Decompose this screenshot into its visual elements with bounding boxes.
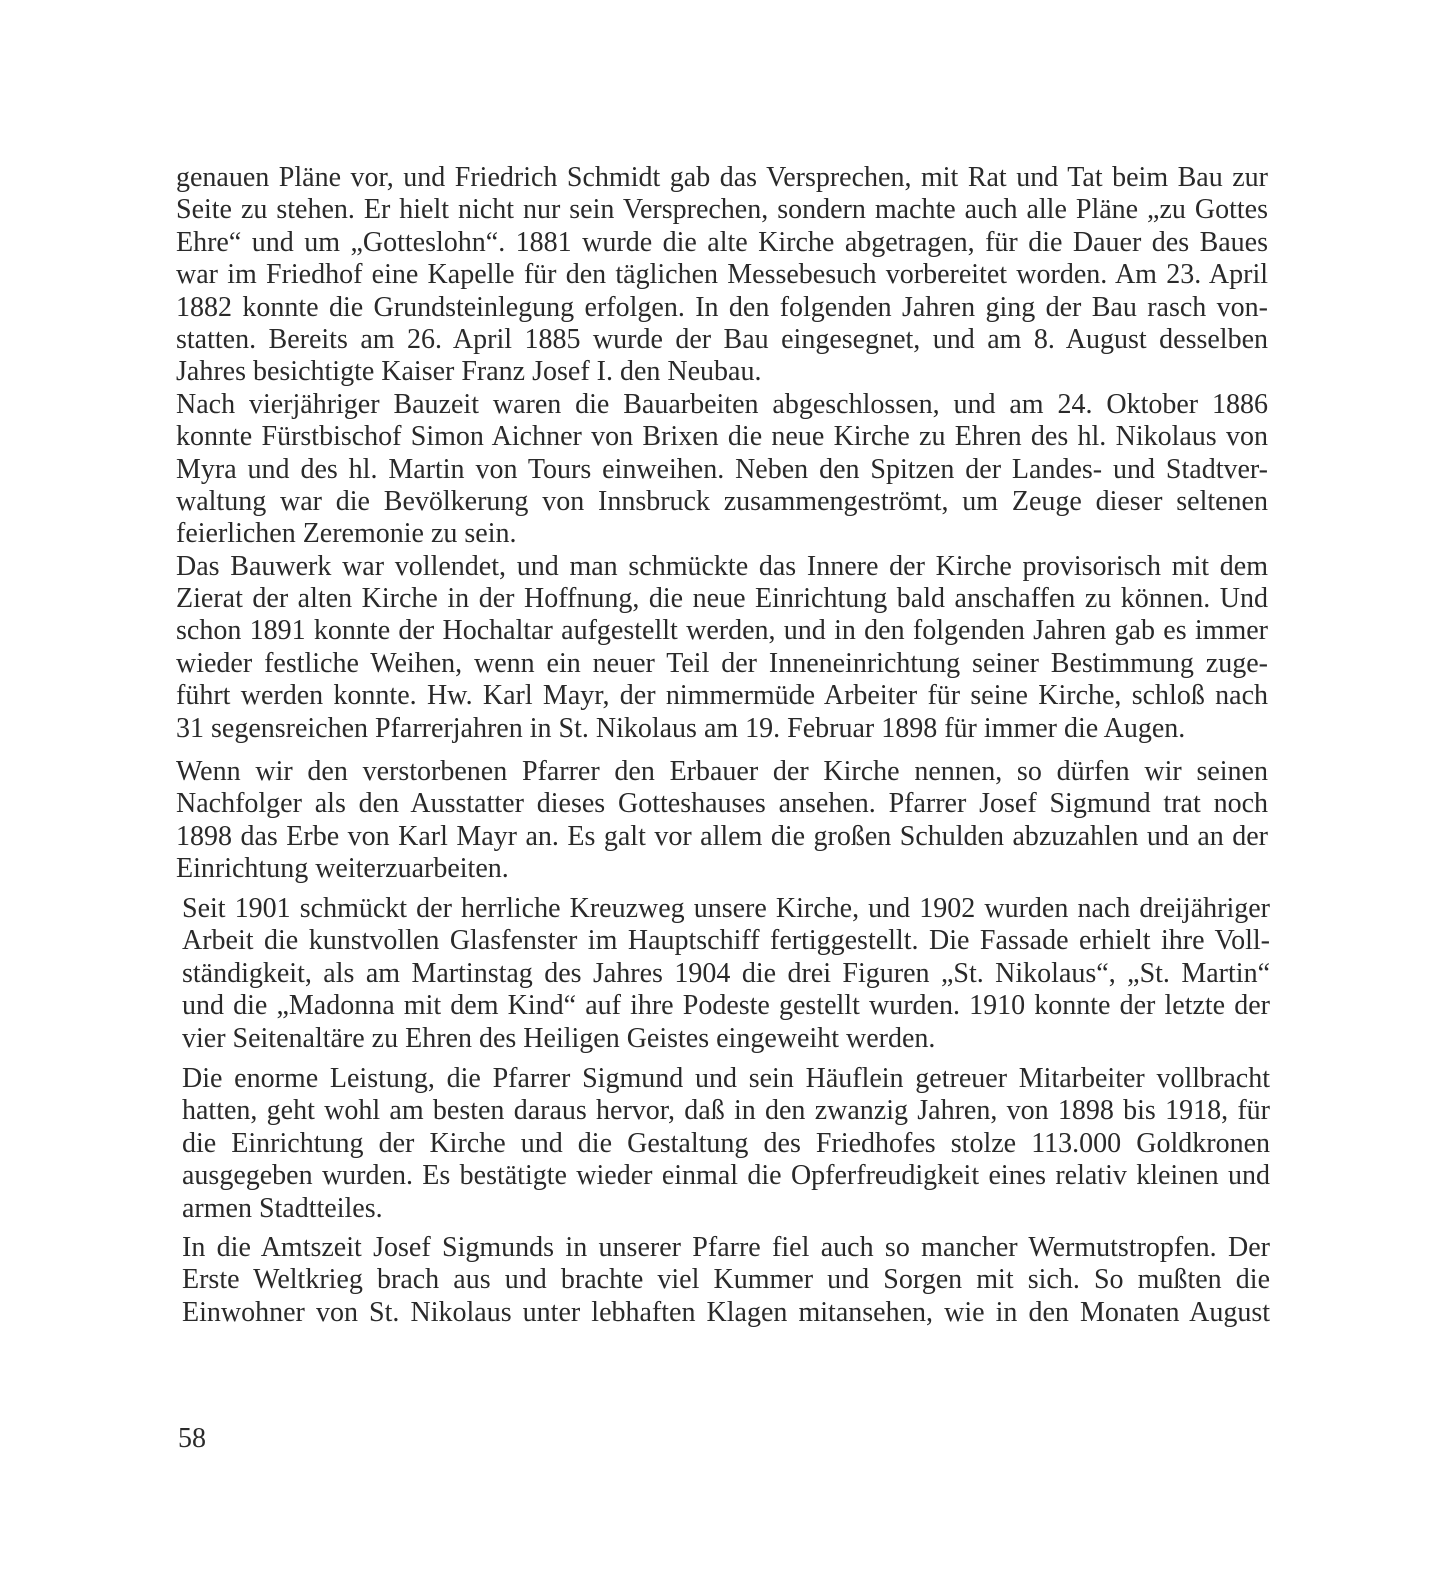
text-line: Ehre“ und um „Gotteslohn“. 1881 wurde die alte Kirche abgetragen, für die Dauer des Baues — [176, 226, 1268, 258]
text-line: Einwohner von St. Nikolaus unter lebhaften Klagen mitansehen, wie in den Monaten August — [182, 1296, 1270, 1328]
text-line: ausgegeben wurden. Es bestätigte wieder einmal die Opferfreudigkeit eines relativ kleinen und — [182, 1160, 1270, 1192]
text-line: Zierat der alten Kirche in der Hoffnung, die neue Einrichtung bald anschaffen zu können. Und — [176, 583, 1268, 615]
text-line: feierlichen Zeremonie zu sein. — [176, 518, 517, 550]
text-line: Seit 1901 schmückt der herrliche Kreuzweg unsere Kirche, und 1902 wurden nach dreijähriger — [182, 893, 1270, 924]
text-line: Das Bauwerk war vollendet, und man schmückte das Innere der Kirche provisorisch mit dem — [176, 550, 1268, 582]
text-line: In die Amtszeit Josef Sigmunds in unserer Pfarre fiel auch so mancher Wermutstropfen. Der — [182, 1232, 1270, 1263]
text-line: Wenn wir den verstorbenen Pfarrer den Erbauer der Kirche nennen, so dürfen wir seinen — [176, 756, 1268, 787]
text-line: hatten, geht wohl am besten daraus hervor, daß in den zwanzig Jahren, von 1898 bis 1918, für — [182, 1095, 1270, 1127]
text-line: Jahres besichtigte Kaiser Franz Josef I. den Neubau. — [176, 356, 762, 388]
text-line: statten. Bereits am 26. April 1885 wurde der Bau eingesegnet, und am 8. August desselben — [176, 323, 1268, 355]
text-line: war im Friedhof eine Kapelle für den täglichen Messebesuch vorbereitet worden. Am 23. April — [176, 259, 1268, 291]
text-line: und die „Madonna mit dem Kind“ auf ihre Podeste gestellt wurden. 1910 konnte der letzte der — [182, 990, 1270, 1022]
text-block-1 — [176, 162, 1268, 745]
text-line: Nach vierjähriger Bauzeit waren die Bauarbeiten abgeschlossen, und am 24. Oktober 1886 — [176, 388, 1268, 420]
text-block-3 — [182, 893, 1270, 1055]
text-line: vier Seitenaltäre zu Ehren des Heiligen Geistes eingeweiht werden. — [182, 1022, 936, 1054]
text-block-4 — [182, 1063, 1270, 1225]
text-line: ständigkeit, als am Martinstag des Jahres 1904 die drei Figuren „St. Nikolaus“, „St. Martin“ — [182, 957, 1270, 989]
text-line: konnte Fürstbischof Simon Aichner von Brixen die neue Kirche zu Ehren des hl. Nikolaus von — [176, 421, 1268, 453]
text-line: Arbeit die kunstvollen Glasfenster im Hauptschiff fertiggestellt. Die Fassade erhielt ihre Voll- — [182, 925, 1270, 957]
text-line: Einrichtung weiterzuarbeiten. — [176, 853, 509, 885]
text-line: Die enorme Leistung, die Pfarrer Sigmund und sein Häuflein getreuer Mitarbeiter vollbracht — [182, 1063, 1270, 1094]
text-block-5 — [182, 1232, 1270, 1329]
text-line: Seite zu stehen. Er hielt nicht nur sein Versprechen, sondern machte auch alle Pläne „zu Gottes — [176, 194, 1268, 226]
text-line: wieder festliche Weihen, wenn ein neuer Teil der Inneneinrichtung seiner Bestimmung zuge- — [176, 647, 1268, 679]
text-line: 31 segensreichen Pfarrerjahren in St. Nikolaus am 19. Februar 1898 für immer die Augen. — [176, 712, 1186, 744]
text-line: Nachfolger als den Ausstatter dieses Gotteshauses ansehen. Pfarrer Josef Sigmund trat noch — [176, 788, 1268, 820]
text-line: Erste Weltkrieg brach aus und brachte viel Kummer und Sorgen mit sich. So mußten die — [182, 1264, 1270, 1296]
text-block-2 — [176, 756, 1268, 886]
text-line: 1898 das Erbe von Karl Mayr an. Es galt vor allem die großen Schulden abzuzahlen und an der — [176, 820, 1268, 852]
page-number: 58 — [178, 1423, 206, 1454]
text-line: 1882 konnte die Grundsteinlegung erfolgen. In den folgenden Jahren ging der Bau rasch von- — [176, 291, 1268, 323]
text-line: die Einrichtung der Kirche und die Gestaltung des Friedhofes stolze 113.000 Goldkronen — [182, 1127, 1270, 1159]
text-line: Myra und des hl. Martin von Tours einweihen. Neben den Spitzen der Landes- und Stadtver- — [176, 453, 1268, 485]
text-line: genauen Pläne vor, und Friedrich Schmidt gab das Versprechen, mit Rat und Tat beim Bau zur — [176, 162, 1268, 193]
text-line: waltung war die Bevölkerung von Innsbruck zusammengeströmt, um Zeuge dieser seltenen — [176, 485, 1268, 517]
text-line: armen Stadtteiles. — [182, 1192, 383, 1224]
text-line: schon 1891 konnte der Hochaltar aufgestellt werden, und in den folgenden Jahren gab es immer — [176, 615, 1268, 647]
text-line: führt werden konnte. Hw. Karl Mayr, der nimmermüde Arbeiter für seine Kirche, schloß nach — [176, 680, 1268, 712]
